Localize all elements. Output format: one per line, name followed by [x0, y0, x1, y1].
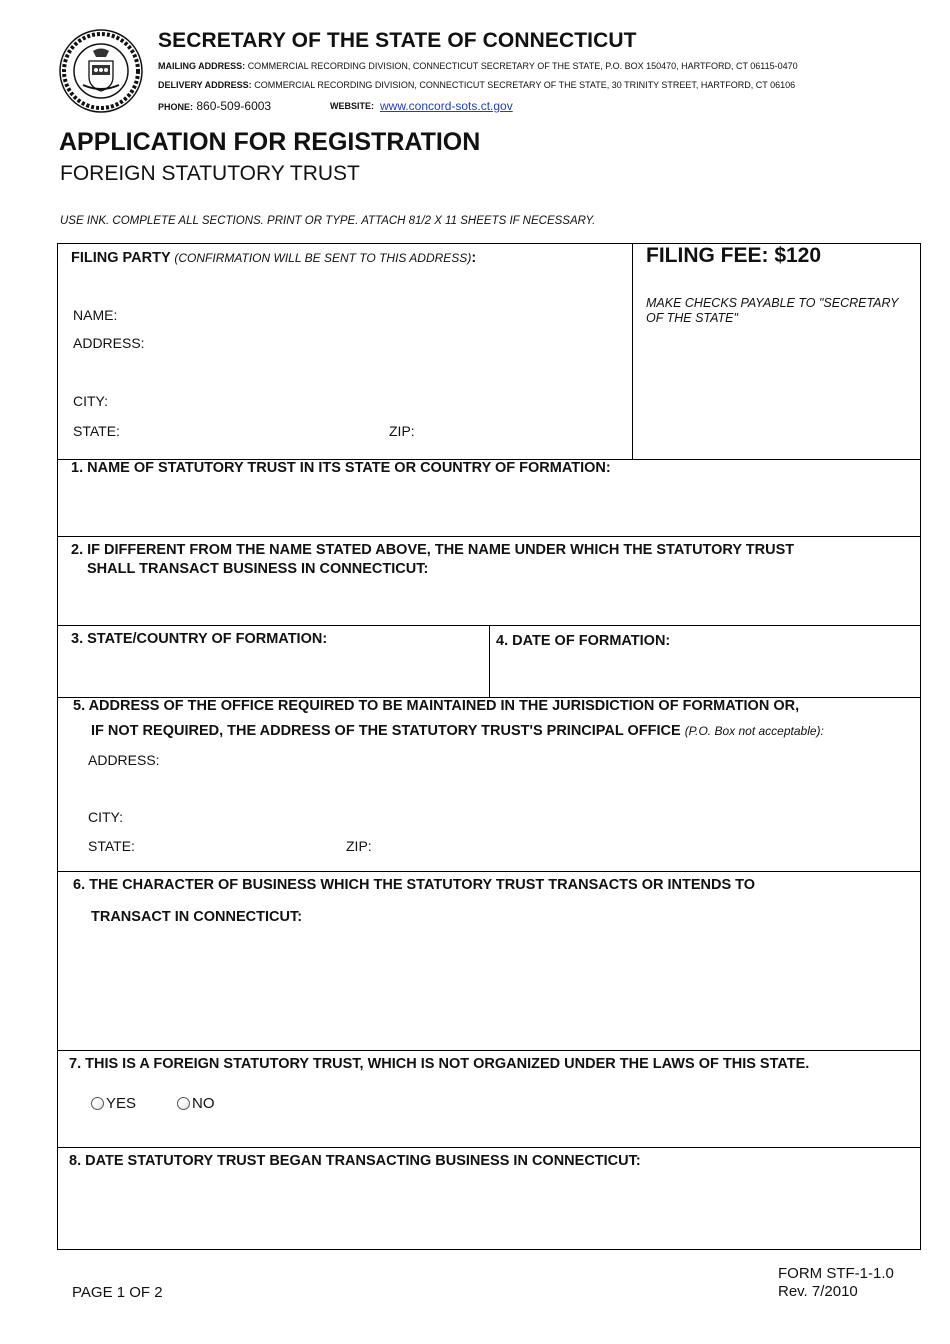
filing-party-heading	[71, 250, 476, 266]
section-8-label: 8. DATE STATUTORY TRUST BEGAN TRANSACTING BUSINESS IN CONNECTICUT:	[69, 1153, 641, 1169]
website-link[interactable]: www.concord-sots.ct.gov	[380, 99, 513, 113]
divider	[489, 625, 490, 698]
divider	[57, 1147, 921, 1148]
section-4-label: 4. DATE OF FORMATION:	[496, 633, 671, 649]
section-7-yes-label: YES	[106, 1095, 137, 1112]
section-7-no-radio[interactable]	[177, 1095, 215, 1112]
filing-party-zip-field[interactable]: ZIP:	[389, 423, 415, 439]
filing-fee-title: FILING FEE: $120	[646, 244, 822, 267]
section-5-city-field[interactable]: CITY:	[88, 809, 124, 825]
section-6-label-line1: 6. THE CHARACTER OF BUSINESS WHICH THE STATUTORY TRUST TRANSACTS OR INTENDS TO	[73, 877, 756, 893]
section-5-label-line1: 5. ADDRESS OF THE OFFICE REQUIRED TO BE MAINTAINED IN THE JURISDICTION OF FORMATION OR,	[73, 698, 800, 714]
section-5-label-line2	[91, 723, 824, 739]
divider	[57, 871, 921, 872]
filing-party-label: FILING PARTY	[71, 250, 171, 266]
instructions: USE INK. COMPLETE ALL SECTIONS. PRINT OR TYPE. ATTACH 81/2 X 11 SHEETS IF NECESSARY.	[60, 215, 596, 227]
delivery-address-label: DELIVERY ADDRESS:	[158, 80, 252, 90]
divider	[57, 1050, 921, 1051]
filing-fee-note: MAKE CHECKS PAYABLE TO "SECRETARY OF THE STATE"	[646, 296, 899, 325]
filing-party-address-field[interactable]: ADDRESS:	[73, 335, 145, 351]
section-3-label: 3. STATE/COUNTRY OF FORMATION:	[71, 631, 328, 647]
section-7-no-label: NO	[192, 1095, 215, 1112]
phone	[158, 99, 271, 113]
phone-value: 860-509-6003	[196, 99, 272, 113]
divider	[632, 243, 633, 460]
section-2-label-line1: 2. IF DIFFERENT FROM THE NAME STATED ABOVE, THE NAME UNDER WHICH THE STATUTORY TRUST	[71, 542, 795, 558]
radio-icon	[177, 1097, 190, 1110]
section-5-note: (P.O. Box not acceptable):	[684, 724, 824, 738]
form-title: APPLICATION FOR REGISTRATION	[59, 128, 481, 156]
filing-party-colon: :	[471, 250, 477, 266]
mailing-address-label: MAILING ADDRESS:	[158, 61, 246, 71]
filing-party-state-field[interactable]: STATE:	[73, 423, 120, 439]
website-label: WEBSITE:	[330, 101, 374, 111]
form-number: FORM STF-1-1.0	[778, 1265, 894, 1282]
form-number-block	[778, 1265, 894, 1301]
section-5-state-field[interactable]: STATE:	[88, 838, 135, 854]
delivery-address-value: COMMERCIAL RECORDING DIVISION, CONNECTICUT SECRETARY OF THE STATE, 30 TRINITY STREET, HARTFORD, CT 06106	[254, 80, 796, 90]
section-5-address-field[interactable]: ADDRESS:	[88, 752, 160, 768]
org-title: SECRETARY OF THE STATE OF CONNECTICUT	[158, 29, 637, 52]
form-revision: Rev. 7/2010	[778, 1283, 858, 1300]
divider	[57, 536, 921, 537]
mailing-address	[158, 61, 798, 71]
page-number: PAGE 1 OF 2	[72, 1284, 163, 1301]
phone-label: PHONE:	[158, 102, 194, 112]
section-5-label-line2-text: IF NOT REQUIRED, THE ADDRESS OF THE STATUTORY TRUST'S PRINCIPAL OFFICE	[91, 723, 681, 739]
mailing-address-value: COMMERCIAL RECORDING DIVISION, CONNECTICUT SECRETARY OF THE STATE, P.O. BOX 150470, HARTFORD, CT 06115-0470	[247, 61, 798, 71]
form-subtitle: FOREIGN STATUTORY TRUST	[60, 162, 360, 185]
section-7-yes-radio[interactable]	[91, 1095, 136, 1112]
filing-party-name-field[interactable]: NAME:	[73, 307, 118, 323]
section-5-zip-field[interactable]: ZIP:	[346, 838, 372, 854]
section-6-label-line2: TRANSACT IN CONNECTICUT:	[91, 909, 303, 925]
section-7-label: 7. THIS IS A FOREIGN STATUTORY TRUST, WHICH IS NOT ORGANIZED UNDER THE LAWS OF THIS STATE.	[69, 1056, 810, 1072]
radio-icon	[91, 1097, 104, 1110]
section-1-label: 1. NAME OF STATUTORY TRUST IN ITS STATE OR COUNTRY OF FORMATION:	[71, 460, 611, 476]
filing-party-city-field[interactable]: CITY:	[73, 393, 109, 409]
delivery-address	[158, 80, 795, 90]
filing-party-note: (CONFIRMATION WILL BE SENT TO THIS ADDRESS)	[174, 251, 472, 265]
connecticut-state-seal-icon	[59, 29, 143, 113]
section-2-label-line2: SHALL TRANSACT BUSINESS IN CONNECTICUT:	[87, 561, 429, 577]
